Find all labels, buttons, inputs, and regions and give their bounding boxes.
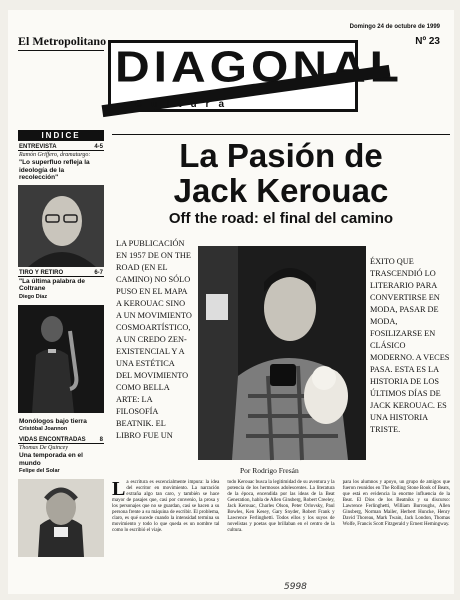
body-paragraph: para los alumnos y apoyo, un grupo de amigos que fueron reunidos en The Rolling Stone Book of Beats, que está en evidencia la enorme influencia de la Beat. El Dios de los Beatniks y su discurso: Lawrence Ferlinghetti, William Burroughs, Allen Ginsberg, Norman Mailer, Herbert Huncke, Henry David Thoreau, Mark Twain, Jack London, Thomas Wolfe, Francis Scott Fitzgerald y Ernest Hemingway. xyxy=(342,480,450,527)
section-name: VIDAS ENCONTRADAS xyxy=(19,437,86,443)
newspaper-page xyxy=(8,10,454,594)
issue-number: Nº 23 xyxy=(415,36,440,47)
body-paragraph xyxy=(112,480,219,534)
headline-rule xyxy=(112,134,450,135)
section-author: Ramón Griffero, dramaturgo: xyxy=(19,152,91,158)
headline-line-1: La Pasión de xyxy=(179,137,383,174)
byline: Por Rodrigo Fresán xyxy=(240,466,299,475)
section-pages: 8 xyxy=(99,437,103,443)
portrait-griffero xyxy=(18,185,104,267)
section-credit: Diego Díaz xyxy=(19,293,48,300)
section-name: TIRO Y RETIRO xyxy=(19,269,64,276)
section-pages: 6-7 xyxy=(94,269,103,276)
index-section-row xyxy=(18,143,104,151)
lede-right: ÉXITO QUE TRASCENDIÓ LO LITERARIO PARA CONVERTIRSE EN MODA, PASAR DE MODA, FOSILIZARSE EN CLÁSICO MODERNO. A VECES PASA. ESTA ES LA HISTORIA DE LOS ÚLTIMOS DÍAS DE JACK KEROUAC. ES UNA HISTORIA TRISTE. xyxy=(370,257,450,434)
dateline: Domingo 24 de octubre de 1999 xyxy=(349,24,440,30)
index-section-row xyxy=(18,436,104,444)
kerouac-photo xyxy=(198,246,366,460)
masthead-subtitle: Cultura xyxy=(135,99,233,110)
masthead-title: DIAGONAL xyxy=(115,43,403,92)
section-credit: Felipe del Solar xyxy=(19,468,60,474)
section-blurb: Una temporada en el mundo xyxy=(19,452,83,467)
section-name: ENTREVISTA xyxy=(19,144,57,150)
drop-cap: L xyxy=(112,478,126,500)
section-blurb: "Lo superfluo refleja la ideología de la recolección" xyxy=(19,159,90,181)
section-author: Thomas De Quincey xyxy=(19,445,68,451)
photo-coltrane xyxy=(18,305,104,413)
index-heading: INDICE xyxy=(18,130,104,141)
section-blurb: Monólogos bajo tierra xyxy=(19,417,87,425)
handwritten-number: 5998 xyxy=(284,582,307,592)
article-headline xyxy=(112,138,450,208)
body-text-1: a escritura es escencialmente impura: la idea del escritor en movimiento. La narración extraña algo tan caro, y también se hace mayor de pasajes que, casi por convenio, la prosa y los personajes que no se guardan, casi se hacen a su persona frente a su máquina de escribir. El problema, claro, es qué sucede cuando la intensidad termina su movimiento y todo lo que queda es un nombre tal como lo escribió el viaje. xyxy=(112,480,220,533)
article-body xyxy=(112,480,450,590)
section-blurb: "La última palabra de Coltrane xyxy=(19,277,85,292)
section-pages: 4-5 xyxy=(94,144,103,150)
headline-line-2: Jack Kerouac xyxy=(173,172,389,209)
body-paragraph: todo Kerouac busca la legitimidad de su aventura y la potencia de los hermosos adolescentes. La literatura de la época, encendida por las ideas de la Beat Generation, habla de Allen Ginsberg, Robert Creeley, Jack Kerouac, Charles Olson, Peter Orlovsky, Paul Bowles, Ken Kesey, Gary Snyder, Robert Frank y Lawrence Ferlinghetti. Todos ellos y los suyos de novelistas y poetas que brillaban en el centro de la cultura. xyxy=(227,480,335,533)
section-credit: Cristóbal Joannon xyxy=(19,426,68,432)
masthead xyxy=(108,40,403,112)
publication-name: El Metropolitano xyxy=(18,34,107,48)
index-sidebar xyxy=(18,130,104,557)
publication-rule xyxy=(18,50,104,51)
engraving-de-quincey xyxy=(18,479,104,557)
index-section-row xyxy=(18,269,104,277)
article-subhead: Off the road: el final del camino xyxy=(168,210,394,227)
lede-left: LA PUBLICACIÓN EN 1957 DE ON THE ROAD (EN EL CAMINO) NO SÓLO PUSO EN EL MAPA A KEROUAC SINO A UN MOVIMIENTO COSMOARTÍSTICO, A UN CREDO ZEN-EXISTENCIAL Y A UNA ESTÉTICA DEL MOVIMIENTO COMO BELLA ARTE: LA FILOSOFÍA BEATNIK. EL LIBRO FUE UN xyxy=(116,239,192,440)
